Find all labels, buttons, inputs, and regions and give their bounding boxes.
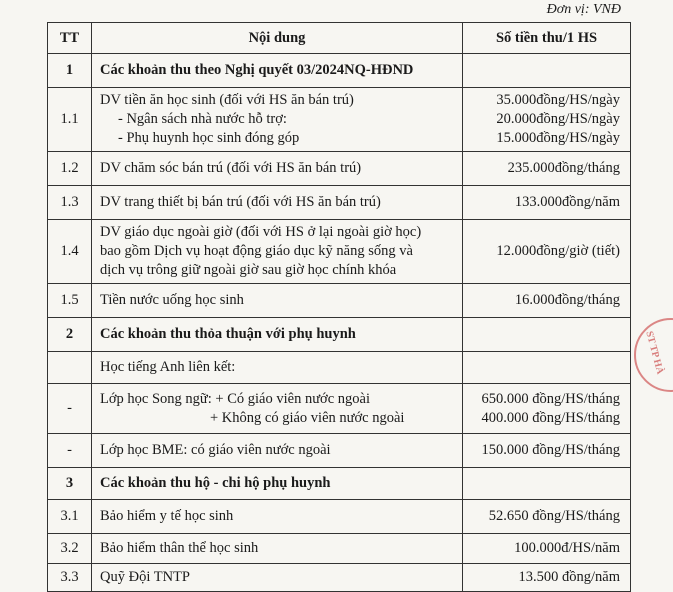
content-line: Lớp học Song ngữ: + Có giáo viên nước ngoài	[100, 390, 370, 407]
amount-line: 15.000đồng/HS/ngày	[496, 130, 620, 146]
content-line: DV giáo dục ngoài giờ (đối với HS ở lại ngoài giờ học)	[100, 224, 422, 240]
table-row	[48, 352, 631, 384]
row-number: 1.1	[48, 88, 92, 152]
row-content: DV chăm sóc bán trú (đối với HS ăn bán trú)	[92, 152, 463, 186]
row-amount: 235.000đồng/tháng	[463, 152, 631, 186]
table-row	[48, 284, 631, 318]
section-title: Các khoản thu theo Nghị quyết 03/2024NQ-HĐND	[92, 54, 463, 88]
content-line: bao gồm Dịch vụ hoạt động giáo dục kỹ năng sống và	[100, 243, 413, 259]
table-row	[48, 500, 631, 534]
row-number	[48, 352, 92, 384]
row-amount: 16.000đồng/tháng	[463, 284, 631, 318]
content-line: - Phụ huynh học sinh đóng góp	[118, 130, 300, 146]
row-number: 1.4	[48, 220, 92, 284]
table-row	[48, 152, 631, 186]
amount-line: 400.000 đồng/HS/tháng	[481, 409, 620, 426]
stamp-text: ST TP HÀ	[643, 330, 666, 376]
empty-cell	[463, 318, 631, 352]
row-content: Bảo hiểm thân thể học sinh	[92, 534, 463, 564]
row-content	[92, 220, 463, 284]
amount-line: 35.000đồng/HS/ngày	[496, 92, 620, 108]
header-row	[48, 23, 631, 54]
section-number: 2	[48, 318, 92, 352]
row-amount: 100.000đ/HS/năm	[463, 534, 631, 564]
header-content: Nội dung	[92, 23, 463, 54]
row-amount	[463, 88, 631, 152]
content-line: dịch vụ trông giữ ngoài giờ sau giờ học chính khóa	[100, 262, 397, 278]
table-row	[48, 564, 631, 592]
row-number: 1.5	[48, 284, 92, 318]
fee-table	[47, 22, 631, 592]
row-content	[92, 88, 463, 152]
header-amount: Số tiền thu/1 HS	[463, 23, 631, 54]
header-tt: TT	[48, 23, 92, 54]
row-number: -	[48, 434, 92, 468]
table-row	[48, 220, 631, 284]
amount-line: 650.000 đồng/HS/tháng	[481, 390, 620, 407]
section-number: 3	[48, 468, 92, 500]
row-amount: 12.000đồng/giờ (tiết)	[463, 220, 631, 284]
row-content: Quỹ Đội TNTP	[92, 564, 463, 592]
table-row	[48, 186, 631, 220]
row-amount: 13.500 đồng/năm	[463, 564, 631, 592]
table-row	[48, 384, 631, 434]
content-line: + Không có giáo viên nước ngoài	[210, 409, 405, 426]
row-number: -	[48, 384, 92, 434]
row-content: Lớp học BME: có giáo viên nước ngoài	[92, 434, 463, 468]
row-content: DV trang thiết bị bán trú (đối với HS ăn bán trú)	[92, 186, 463, 220]
section-number: 1	[48, 54, 92, 88]
table-row	[48, 88, 631, 152]
row-number: 3.2	[48, 534, 92, 564]
content-line: - Ngân sách nhà nước hỗ trợ:	[118, 111, 287, 127]
row-amount	[463, 384, 631, 434]
section-row	[48, 468, 631, 500]
row-number: 3.1	[48, 500, 92, 534]
section-row	[48, 318, 631, 352]
row-amount: 52.650 đồng/HS/tháng	[463, 500, 631, 534]
row-amount	[463, 352, 631, 384]
row-content: Học tiếng Anh liên kết:	[92, 352, 463, 384]
section-title: Các khoản thu thỏa thuận với phụ huynh	[92, 318, 463, 352]
row-number: 1.2	[48, 152, 92, 186]
section-title: Các khoản thu hộ - chi hộ phụ huynh	[92, 468, 463, 500]
row-content: Bảo hiểm y tế học sinh	[92, 500, 463, 534]
row-amount: 150.000 đồng/HS/tháng	[463, 434, 631, 468]
table-row	[48, 534, 631, 564]
empty-cell	[463, 54, 631, 88]
content-line: DV tiền ăn học sinh (đối với HS ăn bán trú)	[100, 92, 354, 108]
section-row	[48, 54, 631, 88]
empty-cell	[463, 468, 631, 500]
table-row	[48, 434, 631, 468]
row-number: 1.3	[48, 186, 92, 220]
row-content	[92, 384, 463, 434]
row-content: Tiền nước uống học sinh	[92, 284, 463, 318]
row-number: 3.3	[48, 564, 92, 592]
row-amount: 133.000đồng/năm	[463, 186, 631, 220]
unit-label: Đơn vị: VNĐ	[546, 2, 621, 17]
amount-line: 20.000đồng/HS/ngày	[496, 111, 620, 127]
